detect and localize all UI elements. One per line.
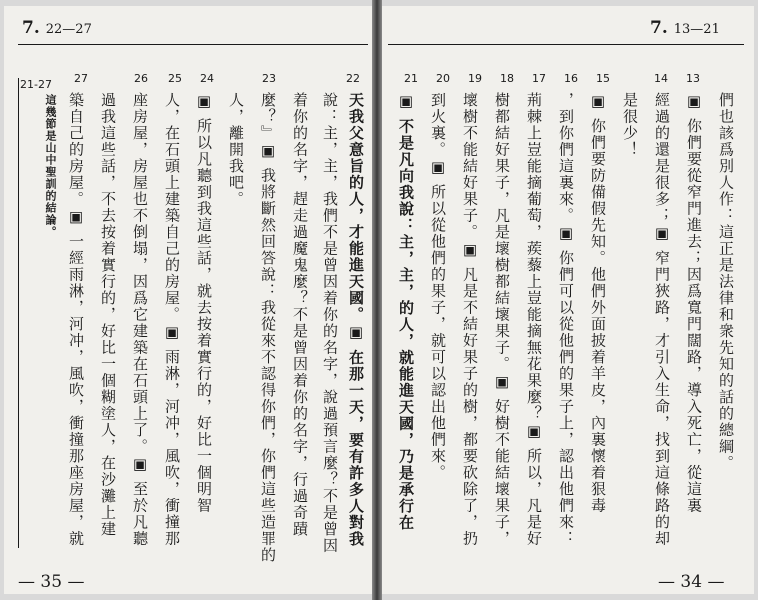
left-page [4, 6, 372, 594]
right-verse-num: 18 [500, 72, 514, 85]
right-verse-num: 14 [654, 72, 668, 85]
left-page-header [22, 18, 92, 38]
left-text-column: 築自己的房屋。▣ 一經雨淋，河冲，風吹，衝撞那座房屋，就 [67, 92, 85, 547]
left-text-column: ▣ 所以凡聽到我這些話，就去按着實行的，好比一個明智 [195, 92, 213, 514]
right-page-header [650, 18, 720, 38]
left-sidenote-text: 這幾節是山中聖訓的結論。 [44, 94, 57, 238]
right-verse-num: 17 [532, 72, 546, 85]
left-text-column: 人，離開我吧。 [227, 92, 245, 208]
left-text-column: 麼？』▣ 我將斷然回答說：我從來不認得你們，你們這些造罪的 [259, 92, 277, 564]
left-header-rule [18, 44, 368, 45]
left-verse-range: 22—27 [45, 22, 92, 37]
right-verse-num: 20 [436, 72, 450, 85]
right-verse-num: 19 [468, 72, 482, 85]
left-text-column: 天我父意旨的人，才能進天國。▣ 在那一天，要有許多人對我 [347, 92, 365, 548]
right-text-column: 樹都結好果子，凡是壞樹都結壞果子。▣ 好樹不能結壞果子， [493, 92, 511, 547]
right-verse-num: 13 [686, 72, 700, 85]
left-verse-num: 27 [74, 72, 88, 85]
left-sidenote-divider [18, 78, 19, 548]
left-verse-num: 22 [346, 72, 360, 85]
left-chapter-number: 7. [22, 18, 40, 38]
right-header-rule [388, 44, 744, 45]
left-text-column: 過我這些話，不去按着實行的，好比一個糊塗人，在沙灘上建 [99, 92, 117, 538]
right-verse-num: 16 [564, 72, 578, 85]
right-verse-range: 13—21 [673, 22, 720, 37]
right-text-column: 到火裏。▣ 所以從他們的果子，就可以認出他們來。 [429, 92, 447, 481]
left-verse-num: 25 [168, 72, 182, 85]
right-chapter-number: 7. [650, 18, 668, 38]
right-text-column: 是很少！ [621, 92, 639, 158]
right-text-column: 荊棘上豈能摘葡萄，蒺藜上豈能摘無花果麼？▣ 所以，凡是好 [525, 92, 543, 547]
left-verse-num: 24 [200, 72, 214, 85]
right-page [382, 6, 754, 594]
left-text-column: 座房屋，房屋也不倒塌，因爲它建築在石頭上了。▣ 至於凡聽 [131, 92, 149, 547]
right-page-number: — 34 — [658, 572, 725, 592]
left-page-number: — 35 — [18, 572, 85, 592]
book-gutter [372, 0, 382, 600]
right-text-column: ▣ 你們要防備假先知。他們外面披着羊皮，內裏懷着狠毒 [589, 92, 607, 514]
right-verse-num: 15 [596, 72, 610, 85]
right-text-column: 們也該爲別人作：這正是法律和衆先知的話的總綱。 [717, 92, 735, 472]
left-verse-num: 23 [262, 72, 276, 85]
right-text-column: ▣ 你們要從窄門進去；因爲寬門闊路，導入死亡，從這裏 [685, 92, 703, 514]
right-text-column: ，到你們這裏來。▣ 你們可以從他們的果子上，認出他們來： [557, 92, 575, 547]
right-verse-num: 21 [404, 72, 418, 85]
left-text-column: 說：主，主，我們不是曾因着你的名字，說過預言麼？不是曾因 [321, 92, 339, 554]
right-text-column: ▣ 不是凡向我說：主，主，的人，就能進天國，乃是承行在 [397, 92, 415, 531]
right-text-column: 經過的還是很多；▣ 窄門狹路，才引入生命，找到這條路的却 [653, 92, 671, 547]
left-verse-num: 26 [134, 72, 148, 85]
left-text-column: 着你的名字，趕走過魔鬼麼？不是曾因着你的名字，行過奇蹟 [291, 92, 309, 538]
left-sidenote-ref: 21-27 [20, 78, 52, 91]
left-text-column: 人，在石頭上建築自己的房屋。▣ 雨淋，河冲，風吹，衝撞那 [163, 92, 181, 547]
right-text-column: 壞樹不能結好果子。▣ 凡是不結好果子的樹，都要砍除了，扔 [461, 92, 479, 547]
